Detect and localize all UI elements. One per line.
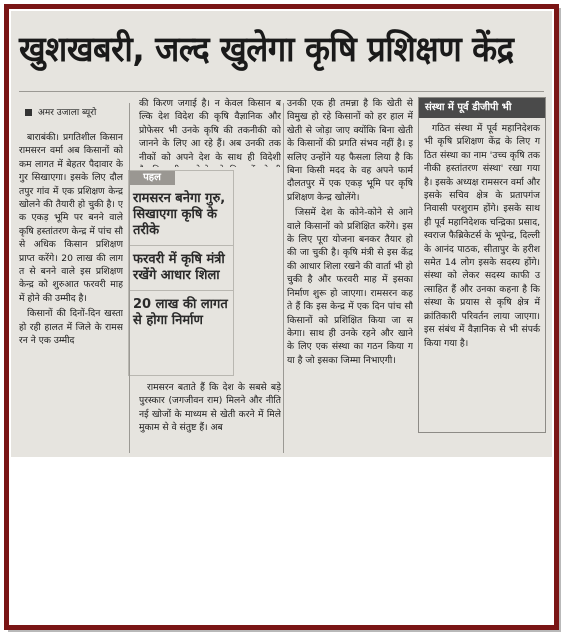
column-divider bbox=[283, 103, 284, 453]
info-box bbox=[418, 97, 546, 433]
paragraph: गठित संस्था में पूर्व महानिदेशक भी कृषि प्रशिक्षण केंद्र के लिए गठित संस्था का नाम 'उच्च कृषि तकनीकी हस्तांतरण संस्था' रखा गया है। इसके अध्यक्ष रामसरन वर्मा और इसके सचिव क्षेत्र के प्रतापगंज निवासी परशुराम होंगे। इसके साथ ही पूर्व महानिदेशक चन्द्रिका प्रसाद, स्वराज फैब्रिकेटर्स के भूपेन्द्र, दिल्ली के आनंद पाठक, सीतापुर के हरीश समेत 14 लोग इसके सदस्य होंगे। संस्था को लेकर सदस्य काफी उत्साहित हैं और उनका कहना है कि संस्था के प्रयास से कृषि क्षेत्र में क्रांतिकारी परिवर्तन लाया जाएगा। इस संबंध में वैज्ञानिक से भी संपर्क किया गया है। bbox=[424, 123, 540, 349]
byline-text: अमर उजाला ब्यूरो bbox=[38, 108, 97, 118]
paragraph: किसानों की दिनों-दिन खस्ता हो रही हालत में जिले के रामसरन ने एक उम्मीद bbox=[19, 308, 123, 347]
article-column-2-top bbox=[139, 97, 281, 167]
headline-rule bbox=[19, 91, 544, 92]
article-column-1 bbox=[19, 131, 123, 453]
bullet-icon bbox=[25, 109, 32, 116]
byline bbox=[25, 105, 96, 118]
highlight-item: फरवरी में कृषि मंत्री रखेंगे आधार शिला bbox=[129, 252, 233, 291]
paragraph: रामसरन बताते हैं कि देश के सबसे बड़े पुरस्कार (जगजीवन राम) मिलने और नीति नई खोजों के माध्यम से खेती करने में मिले मुकाम से वे संतुष्ट हैं। अब bbox=[139, 382, 281, 434]
highlight-item: रामसरन बनेगा गुरु, सिखाएगा कृषि के तरीके bbox=[129, 191, 233, 246]
blank-area bbox=[11, 457, 552, 623]
headline: खुशखबरी, जल्द खुलेगा कृषि प्रशिक्षण केंद्र bbox=[19, 30, 514, 70]
article-column-2-right bbox=[238, 167, 281, 375]
article-column-3 bbox=[287, 97, 413, 453]
info-box-title: संस्था में पूर्व डीजीपी भी bbox=[419, 98, 545, 118]
paragraph: बाराबंकी। प्रगतिशील किसान रामसरन वर्मा अब किसानों को कम लागत में बेहतर पैदावार के गुर सिखाएगा। इसके लिए दौलतपुर गांव में एक प्रशिक्षण केन्द्र खोलने की तैयारी हो चुकी है। एक एकड़ भूमि पर बनने वाले कृषि हस्तांतरण केन्द्र में पांच सौ से अधिक किसान प्रशिक्षण प्राप्त करेंगे। 20 लाख की लागत से बनने वाले इस प्रशिक्षण केन्द्र को शुरुआत फरवरी माह में होने की उम्मीद है। bbox=[19, 132, 123, 304]
info-box-text bbox=[419, 118, 545, 354]
article-column-2-bottom bbox=[139, 381, 281, 453]
paragraph: जिसमें देश के कोने-कोने से आने वाले किसानों को प्रशिक्षित करेंगे। इसके लिए पूरा योजना बनकर तैयार हो की जा चुकी है। कृषि मंत्री से इस केंद्र की आधार शिला रखने की वार्ता भी हो चुकी है और फरवरी माह में इसका निर्माण शुरू हो जाएगा। रामसरन कहते हैं कि इस केन्द्र में एक दिन पांच सौ किसानों को प्रशिक्षित किया जा सकेगा। साथ ही उनके रहने और खाने के लिए एक संस्था का गठन किया गया है जो इसका जिम्मा निभाएगी। bbox=[287, 207, 413, 366]
highlight-item: 20 लाख की लागत से होगा निर्माण bbox=[133, 297, 228, 328]
tag-badge: पहल bbox=[129, 171, 175, 185]
paragraph: की किरण जगाई है। न केवल किसान बल्कि देश विदेश की कृषि वैज्ञानिक और प्रोफेसर भी उनके कृषि की तकनीकी को जानने के लिए आ रहे हैं। अब उनकी तकनीकों को अपने देश के साथ ही विदेशी bbox=[139, 98, 281, 163]
paragraph: उनकी एक ही तमन्ना है कि खेती से विमुख हो रहे किसानों को हर हाल में खेती से जोड़ा जाए क्योंकि बिना खेती के किसानों की प्रगति संभव नहीं है। इसलिए उन्होंने यह फैसला लिया है कि बिना किसी मदद के वह अपने फार्म दौलतपुर में एक एकड़ भूमि पर कृषि प्रशिक्षण केन्द्र खोलेंगे। bbox=[287, 98, 413, 203]
page-frame bbox=[4, 4, 559, 630]
newspaper-clipping bbox=[11, 11, 552, 457]
highlight-box bbox=[128, 170, 234, 376]
column-divider bbox=[129, 103, 130, 453]
